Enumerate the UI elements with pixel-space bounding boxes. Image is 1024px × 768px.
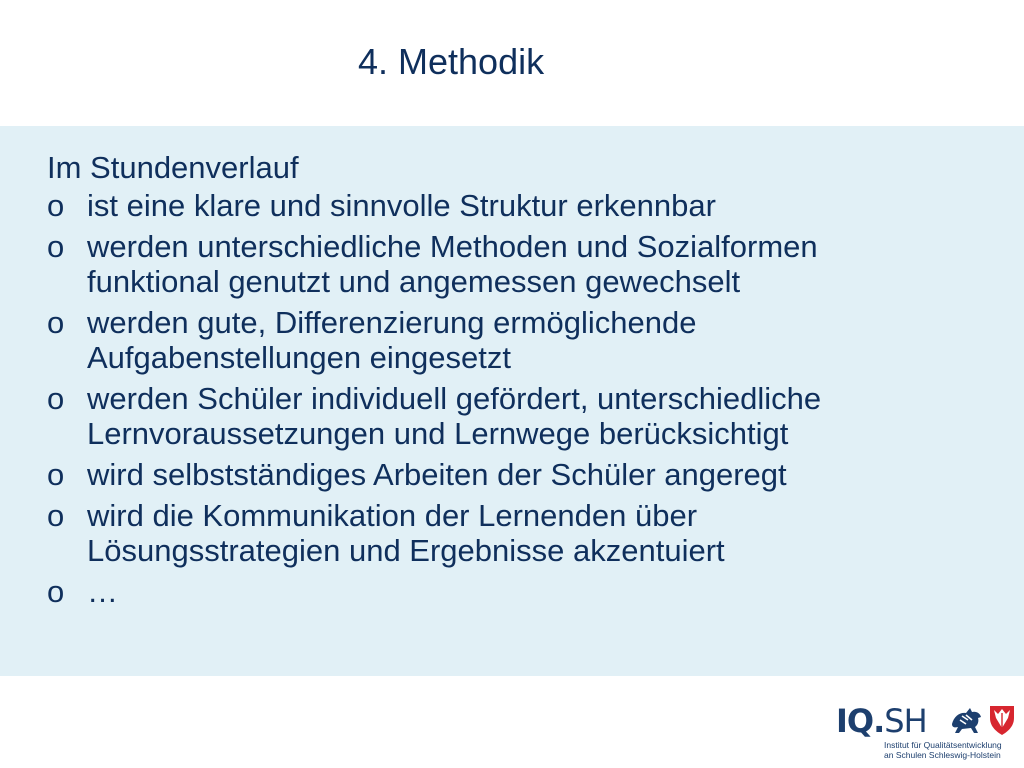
bullet-list — [47, 188, 947, 609]
bullet-text: ist eine klare und sinnvolle Struktur erkennbar — [87, 188, 716, 223]
bullet-marker: o — [47, 229, 65, 264]
bullet-text: werden Schüler individuell gefördert, unterschiedliche Lernvoraussetzungen und Lernwege berücksichtigt — [87, 381, 822, 451]
logo-text-sh: SH — [884, 702, 927, 740]
bullet-marker: o — [47, 305, 65, 340]
bullet-item — [47, 305, 947, 375]
bullet-item — [47, 457, 947, 492]
bullet-text: wird selbstständiges Arbeiten der Schüler angeregt — [87, 457, 787, 492]
slide-title: 4. Methodik — [358, 41, 545, 82]
bullet-marker: o — [47, 574, 65, 609]
bullet-text: wird die Kommunikation der Lernenden über Lösungsstrategien und Ergebnisse akzentuiert — [87, 498, 725, 568]
bullet-text: … — [87, 574, 118, 609]
bullet-marker: o — [47, 457, 65, 492]
bullet-item — [47, 188, 947, 223]
lead-text: Im Stundenverlauf — [47, 150, 299, 185]
slide-content — [47, 150, 947, 615]
bullet-marker: o — [47, 188, 65, 223]
bullet-item — [47, 574, 947, 609]
bullet-item — [47, 229, 947, 299]
bullet-text: werden gute, Differenzierung ermöglichende Aufgabenstellungen eingesetzt — [87, 305, 697, 375]
logo-caption-line1: Institut für Qualitätsentwicklung — [884, 740, 1002, 750]
bullet-item — [47, 498, 947, 568]
logo-wordmark — [836, 702, 927, 740]
logo-caption-line2: an Schulen Schleswig-Holstein — [884, 750, 1001, 760]
bullet-text: werden unterschiedliche Methoden und Sozialformen funktional genutzt und angemessen gewechselt — [87, 229, 818, 299]
logo-caption — [884, 740, 1002, 760]
iqsh-logo — [836, 700, 1016, 762]
bullet-item — [47, 381, 947, 451]
logo-text-iq: IQ. — [836, 702, 885, 740]
bullet-marker: o — [47, 381, 65, 416]
coat-of-arms-icon — [948, 702, 1016, 736]
bullet-marker: o — [47, 498, 65, 533]
